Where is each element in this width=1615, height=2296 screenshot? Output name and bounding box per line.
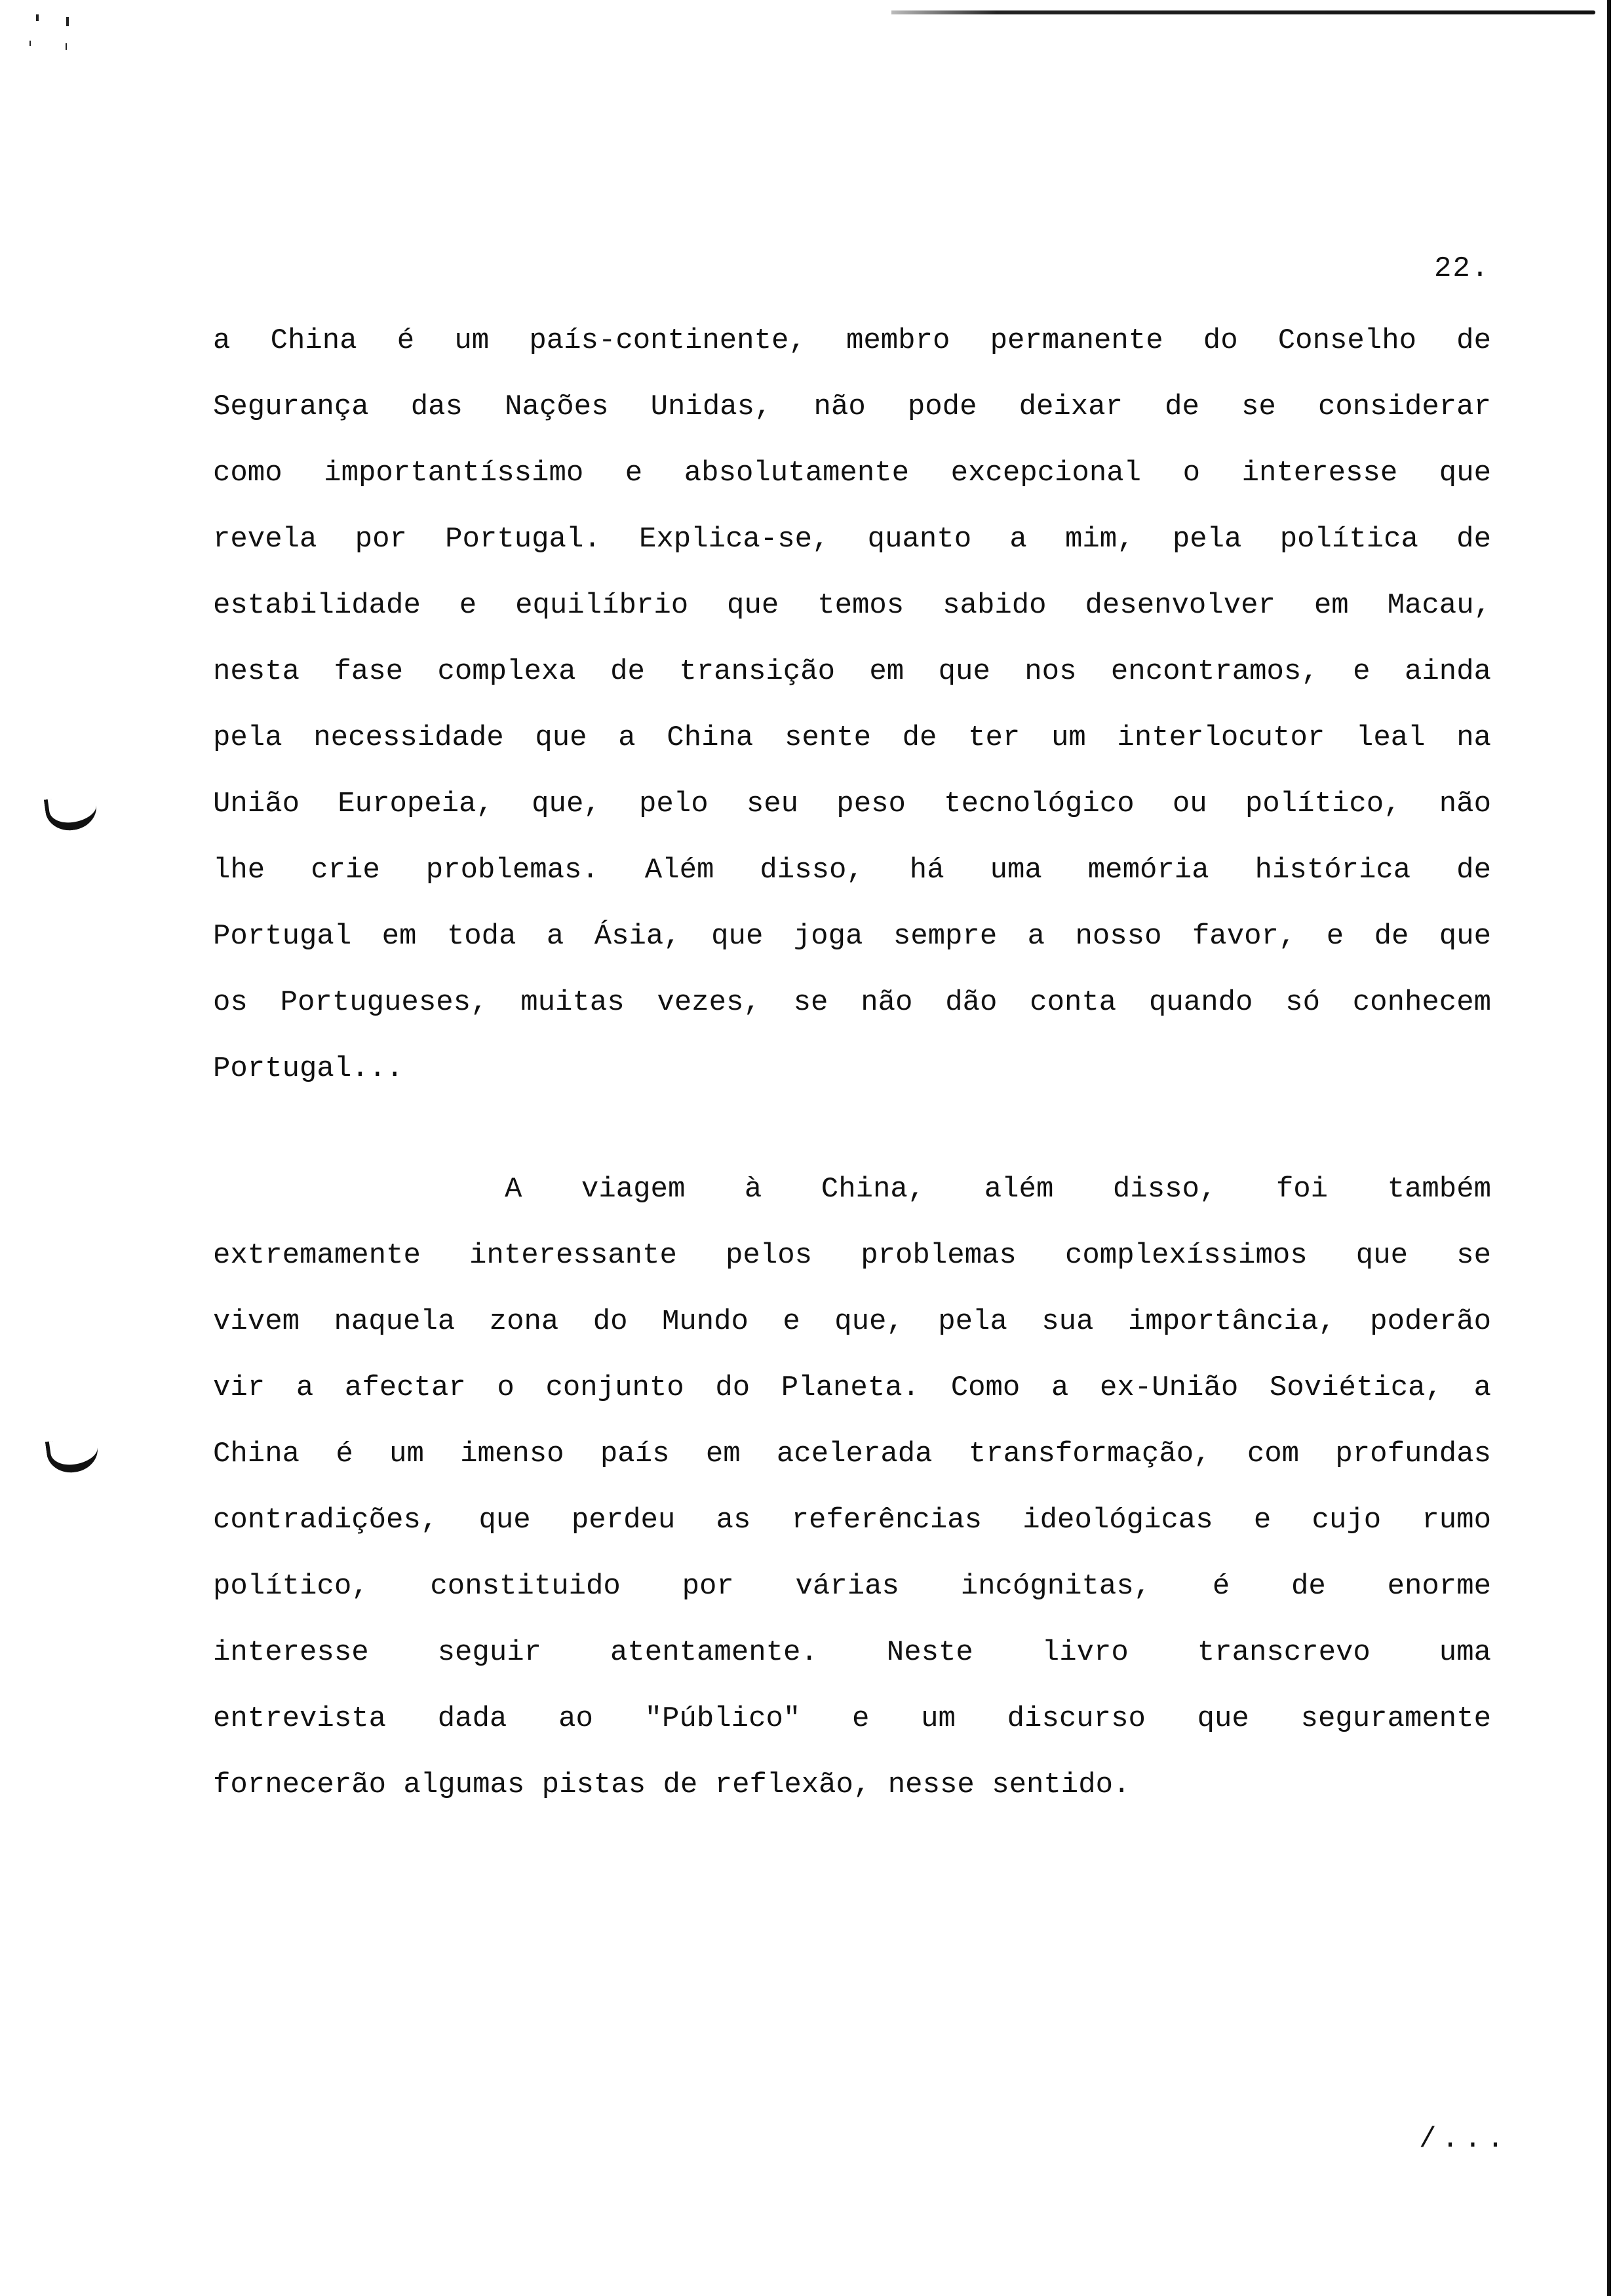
text-line: entrevista dada ao "Público" e um discurso que seguramente	[213, 1702, 1491, 1735]
paragraph-1	[213, 308, 1491, 1102]
text-line: nesta fase complexa de transição em que nos encontramos, e ainda	[213, 655, 1491, 688]
text-line: extremamente interessante pelos problemas complexíssimos que se	[213, 1239, 1491, 1272]
text-line: China é um imenso país em acelerada transformação, com profundas	[213, 1438, 1491, 1470]
text-line: estabilidade e equilíbrio que temos sabido desenvolver em Macau,	[213, 589, 1491, 622]
scan-mark	[36, 14, 39, 21]
text-line: Portugal...	[213, 1052, 404, 1085]
text-line: União Europeia, que, pelo seu peso tecnológico ou político, não	[213, 788, 1491, 820]
text-line: político, constituido por várias incógnitas, é de enorme	[213, 1570, 1491, 1603]
continuation-mark: /...	[1419, 2123, 1509, 2156]
text-line: a China é um país-continente, membro permanente do Conselho de	[213, 324, 1491, 357]
scan-edge-right	[1607, 0, 1611, 2296]
text-line: fornecerão algumas pistas de reflexão, nesse sentido.	[213, 1769, 1131, 1801]
text-line: Portugal em toda a Ásia, que joga sempre a nosso favor, e de que	[213, 920, 1491, 953]
text-line: revela por Portugal. Explica-se, quanto a mim, pela política de	[213, 523, 1491, 556]
text-line: interesse seguir atentamente. Neste livro transcrevo uma	[213, 1636, 1491, 1669]
text-line: Segurança das Nações Unidas, não pode deixar de se considerar	[213, 391, 1491, 423]
page-number: 22.	[1434, 252, 1490, 285]
scan-mark	[29, 41, 31, 46]
text-line: vivem naquela zona do Mundo e que, pela sua importância, poderão	[213, 1305, 1491, 1338]
scan-mark	[66, 43, 67, 50]
text-line: vir a afectar o conjunto do Planeta. Como a ex-União Soviética, a	[213, 1371, 1491, 1404]
paragraph-2	[213, 1157, 1491, 1818]
text-line: como importantíssimo e absolutamente excepcional o interesse que	[213, 457, 1491, 489]
text-line: pela necessidade que a China sente de ter um interlocutor leal na	[213, 721, 1491, 754]
punch-hole-icon	[44, 793, 99, 833]
text-line: contradições, que perdeu as referências ideológicas e cujo rumo	[213, 1504, 1491, 1537]
scan-mark	[66, 17, 69, 26]
punch-hole-icon	[45, 1435, 100, 1476]
text-line: A viagem à China, além disso, foi também	[505, 1173, 1491, 1206]
text-line: os Portugueses, muitas vezes, se não dão conta quando só conhecem	[213, 986, 1491, 1019]
text-line: lhe crie problemas. Além disso, há uma memória histórica de	[213, 854, 1491, 887]
scan-edge-top	[891, 10, 1595, 14]
